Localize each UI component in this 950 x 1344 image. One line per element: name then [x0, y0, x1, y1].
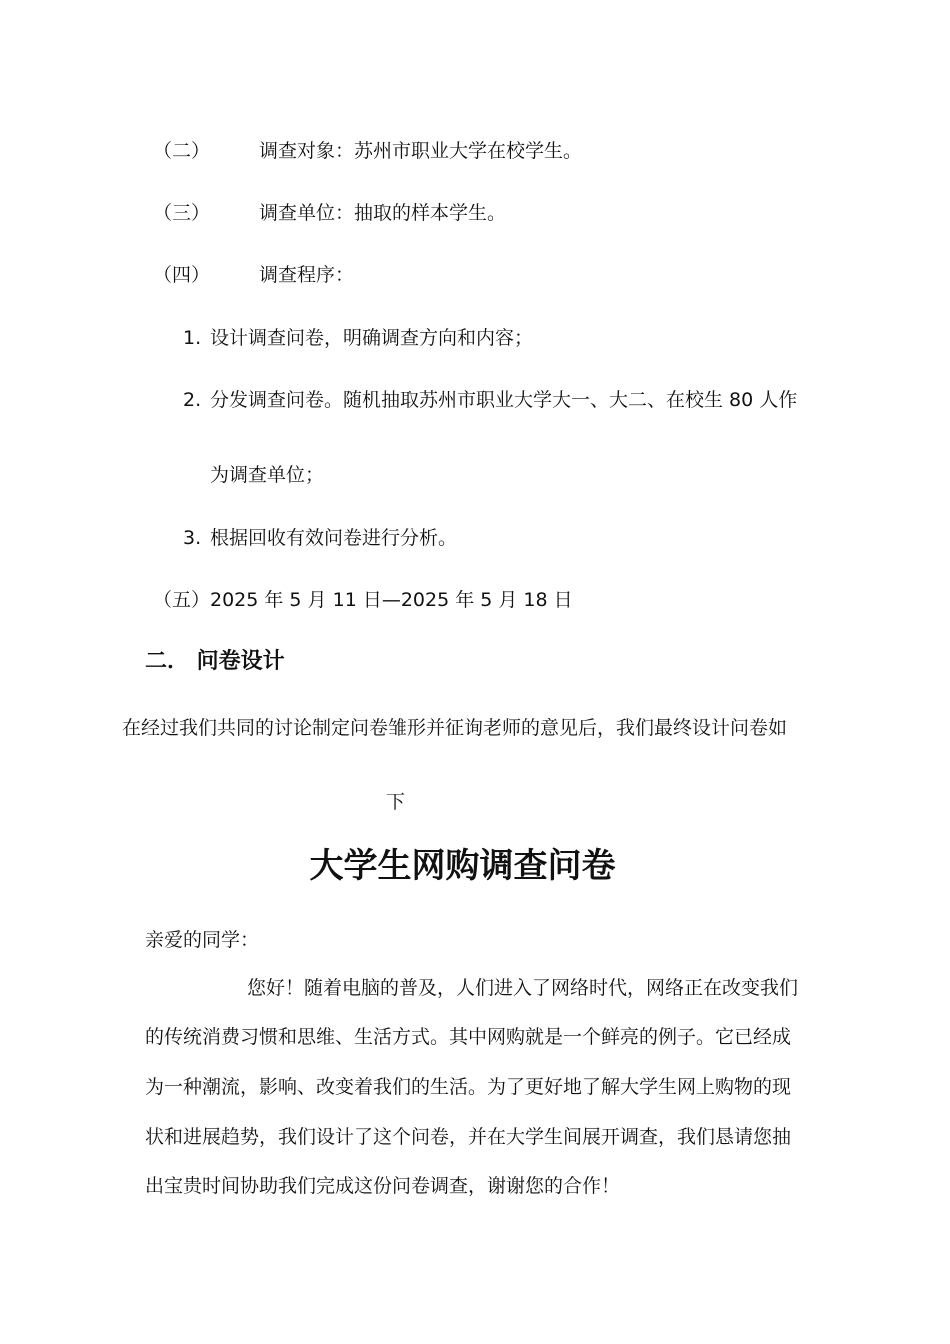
step-text-3: 根据回收有效问卷进行分析。 — [210, 527, 458, 549]
item-5-date-range: （五）2025 年 5 月 11 日—2025 年 5 月 18 日 — [153, 589, 573, 611]
item-text-4: 调查程序： — [259, 264, 355, 286]
step-number-3: 3. — [183, 527, 202, 549]
item-number-2: （二） — [153, 140, 211, 162]
questionnaire-title: 大学生网购调查问卷 — [309, 846, 616, 886]
step-text-2: 分发调查问卷。随机抽取苏州市职业大学大一、大二、在校生 80 人作 — [210, 389, 798, 411]
step-number-2: 2. — [183, 389, 202, 411]
questionnaire-body-line-1: 您好！随着电脑的普及，人们进入了网络时代，网络正在改变我们 — [247, 977, 799, 999]
section-heading-questionnaire-design: 二． 问卷设计 — [145, 649, 285, 674]
questionnaire-body-line-4: 状和进展趋势，我们设计了这个问卷，并在大学生间展开调查，我们恳请您抽 — [145, 1126, 792, 1148]
step-text-2-continuation: 为调查单位； — [210, 464, 325, 486]
step-number-1: 1. — [183, 327, 202, 349]
questionnaire-body-line-3: 为一种潮流，影响、改变着我们的生活。为了更好地了解大学生网上购物的现 — [145, 1076, 792, 1098]
questionnaire-greeting: 亲爱的同学： — [145, 929, 260, 951]
item-number-4: （四） — [153, 264, 211, 286]
section-paragraph-end: 下 — [386, 791, 406, 813]
item-text-2: 调查对象：苏州市职业大学在校学生。 — [259, 140, 583, 162]
questionnaire-body-line-5: 出宝贵时间协助我们完成这份问卷调查，谢谢您的合作！ — [145, 1175, 621, 1197]
item-number-3: （三） — [153, 202, 211, 224]
section-paragraph: 在经过我们共同的讨论制定问卷雏形并征询老师的意见后，我们最终设计问卷如 — [122, 717, 788, 739]
item-text-3: 调查单位：抽取的样本学生。 — [259, 202, 507, 224]
step-text-1: 设计调查问卷，明确调查方向和内容； — [210, 327, 534, 349]
questionnaire-body-line-2: 的传统消费习惯和思维、生活方式。其中网购就是一个鲜亮的例子。它已经成 — [145, 1026, 792, 1048]
